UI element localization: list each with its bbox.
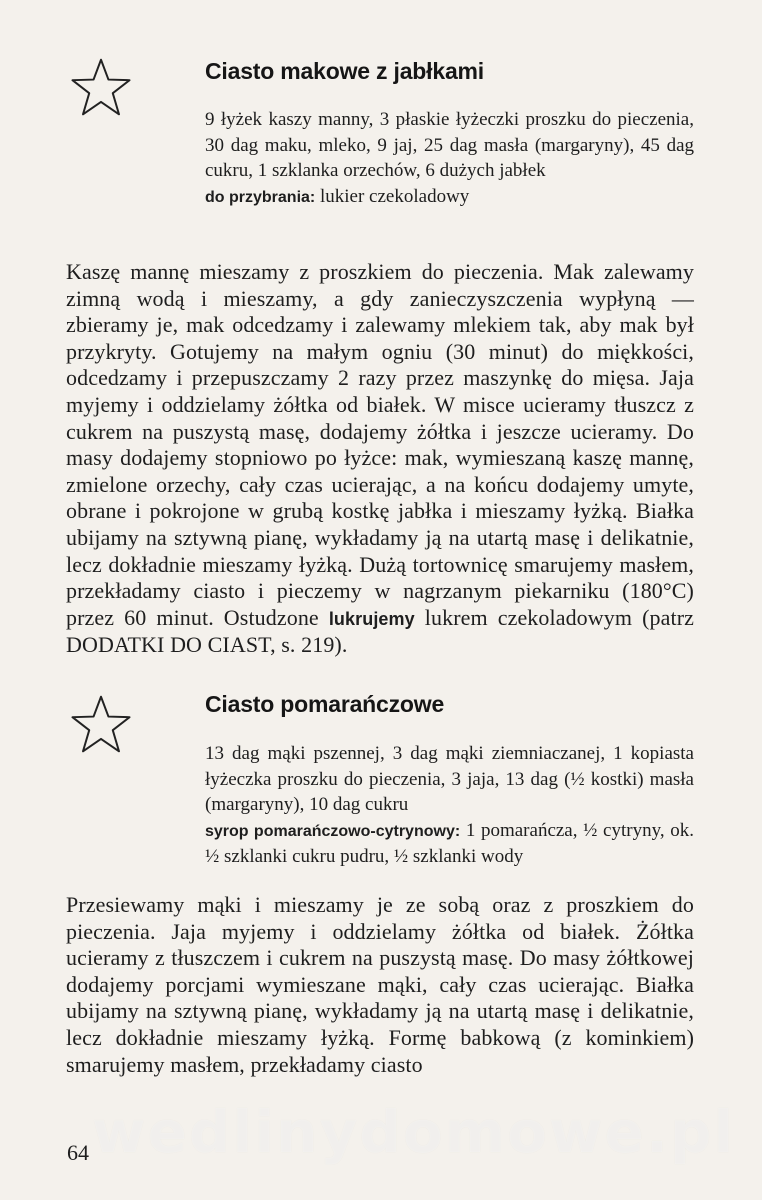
- garnish-line: [205, 184, 694, 211]
- ingredients-list: 13 dag mąki pszennej, 3 dag mąki ziemniaczanej, 1 kopiasta łyżeczka proszku do pieczenia, 3 jaja, 13 dag (½ kostki) masła (margaryny), 10 dag cukru: [205, 743, 694, 815]
- syrup-line: [205, 818, 694, 870]
- recipe-title: Ciasto pomarańczowe: [205, 691, 445, 717]
- garnish-text: lukier czekoladowy: [315, 185, 470, 207]
- method-paragraph: Przesiewamy mąki i mieszamy je ze sobą oraz z proszkiem do pieczenia. Jaja myjemy i oddzielamy żółtka od białek. Żółtka ucieramy z tłuszczem i cukrem na puszystą masę. Do masy żółtkowej dodajemy porcjami wymieszane mąki, cały czas ucierając. Białka ubijamy na sztywną pianę, wykładamy ją na utartą masę i delikatnie, lecz dokładnie mieszamy łyżką. Formę babkową (z kominkiem) smarujemy masłem, przekładamy ciasto: [66, 892, 694, 1077]
- method-text: [66, 259, 694, 659]
- method-text-part: lukrem czekoladowym (patrz DODATKI DO CIAST, s. 219).: [66, 604, 694, 658]
- star-icon: [70, 56, 132, 118]
- method-text: [66, 892, 694, 1078]
- syrup-text: 1 pomarańcza, ½ cytryny, ok. ½ szklanki cukru pudru, ½ szklanki wody: [205, 819, 694, 867]
- star-icon: [70, 693, 132, 755]
- page-number: 64: [67, 1140, 89, 1165]
- method-bold-word: lukrujemy: [328, 608, 415, 629]
- ingredients-block: [205, 741, 694, 870]
- ingredients-list: 9 łyżek kaszy manny, 3 płaskie łyżeczki proszku do pieczenia, 30 dag maku, mleko, 9 jaj, 25 dag masła (margaryny), 45 dag cukru, 1 szklanka orzechów, 6 dużych jabłek: [205, 109, 694, 181]
- recipe-title: Ciasto makowe z jabłkami: [205, 58, 484, 84]
- garnish-label: do przybrania:: [205, 188, 316, 206]
- method-text-part: Kaszę mannę mieszamy z proszkiem do pieczenia. Mak zalewamy zimną wodą i mieszamy, a gdy zanieczyszczenia wypłyną — zbieramy je, mak odcedzamy i zalewamy mlekiem tak, aby mak był przykryty. Gotujemy na małym ogniu (30 minut) do miękkości, odcedzamy i przepuszczamy 2 razy przez maszynkę do mięsa. Jaja myjemy i oddzielamy żółtka od białek. W misce ucieramy tłuszcz z cukrem na puszystą masę, dodajemy żółtka i jeszcze ucieramy. Do masy dodajemy stopniowo po łyżce: mak, wymieszaną kaszę mannę, zmielone orzechy, cały czas ucierając, a na końcu dodajemy umyte, obrane i pokrojone w grubą kostkę jabłka i mieszamy łyżką. Białka ubijamy na sztywną pianę, wykładamy ją na utartą masę i delikatnie, lecz dokładnie mieszamy łyżką. Dużą tortownicę smarujemy masłem, przekładamy ciasto i pieczemy w nagrzanym piekarniku (180°C) przez 60 minut. Ostudzone: [66, 259, 694, 630]
- ingredients-block: [205, 107, 694, 210]
- watermark: wedlinydomowe.pl: [92, 1098, 736, 1166]
- syrup-label: syrop pomarańczowo-cytrynowy:: [205, 822, 461, 840]
